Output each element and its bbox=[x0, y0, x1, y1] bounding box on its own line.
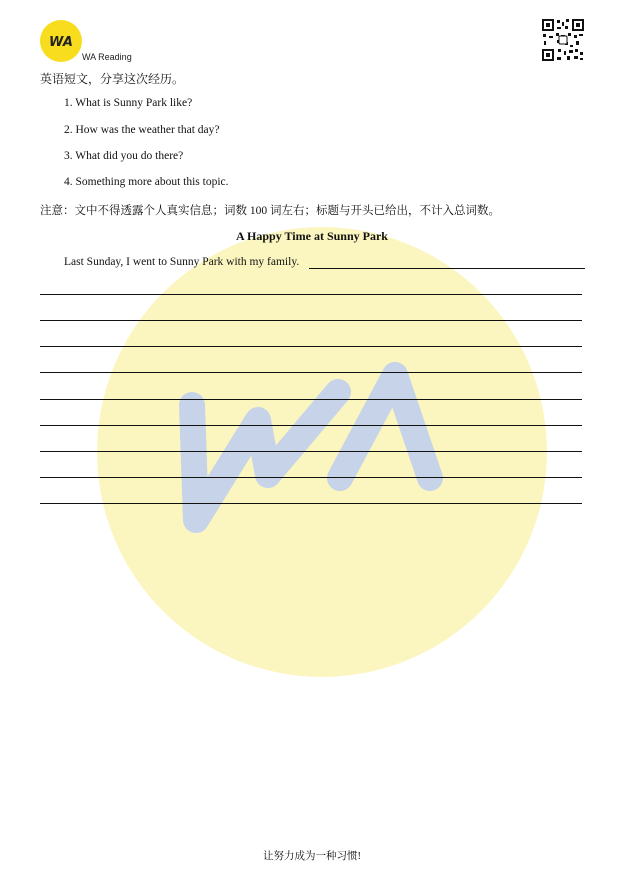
essay-title: A Happy Time at Sunny Park bbox=[236, 229, 388, 243]
wa-logo bbox=[40, 20, 82, 62]
writing-line[interactable] bbox=[40, 451, 582, 452]
writing-line[interactable] bbox=[40, 425, 582, 426]
question-3: 3. What did you do there? bbox=[64, 150, 184, 162]
writing-line[interactable] bbox=[40, 294, 582, 295]
footer-motto: 让努力成为一种习惯! bbox=[263, 851, 361, 862]
question-1: 1. What is Sunny Park like? bbox=[64, 97, 193, 109]
writing-line[interactable] bbox=[40, 346, 582, 347]
writing-line[interactable] bbox=[40, 372, 582, 373]
task-intro: 英语短文，分享这次经历。 bbox=[40, 72, 185, 86]
writing-line[interactable] bbox=[40, 503, 582, 504]
writing-line[interactable] bbox=[40, 320, 582, 321]
writing-line[interactable] bbox=[40, 399, 582, 400]
writing-line[interactable] bbox=[40, 477, 582, 478]
question-4: 4. Something more about this topic. bbox=[64, 176, 229, 188]
logo-text: WA bbox=[49, 35, 73, 50]
question-2: 2. How was the weather that day? bbox=[64, 124, 220, 136]
qr-code-icon bbox=[541, 18, 585, 62]
writing-line[interactable] bbox=[309, 268, 585, 269]
brand-name: WA Reading bbox=[82, 52, 132, 62]
essay-opening-sentence: Last Sunday, I went to Sunny Park with my family. bbox=[64, 256, 300, 268]
writing-note: 注意：文中不得透露个人真实信息；词数 100 词左右；标题与开头已给出，不计入总词数。 bbox=[40, 205, 500, 217]
